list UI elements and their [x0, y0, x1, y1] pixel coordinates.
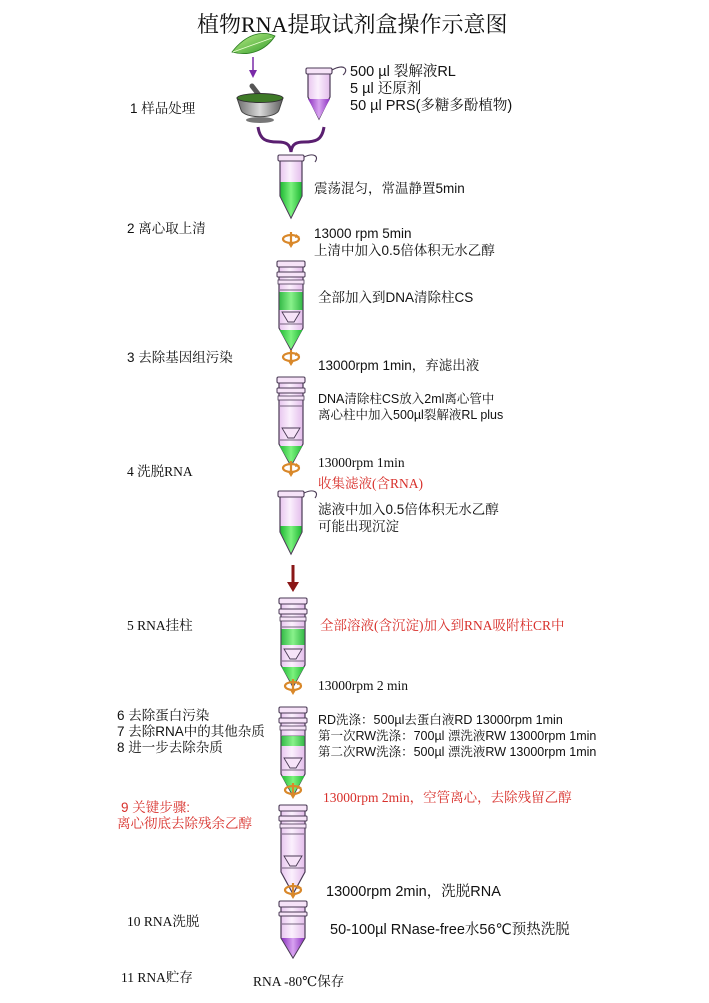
- step-11-label: 11 RNA贮存: [121, 970, 193, 985]
- spin-5-note: 13000rpm 2min，空管离心，去除残留乙醇: [323, 790, 572, 805]
- note-line: 第二次RW洗涤：500µl 漂洗液RW 13000rpm 1min: [318, 745, 597, 759]
- spin-6-note: 13000rpm 2min，洗脱RNA: [326, 884, 501, 900]
- brace-icon: [258, 127, 324, 152]
- note-line: DNA清除柱CS放入2ml离心管中: [318, 392, 495, 406]
- elute-note: 50-100µl RNase-free水56℃预热洗脱: [330, 922, 570, 938]
- rotation-arrow-icon: [285, 679, 302, 695]
- spin-2-note: 13000rpm 1min，弃滤出液: [318, 358, 480, 373]
- reagent-line: 5 µl 还原剂: [350, 81, 422, 97]
- ethanol-note: [318, 501, 499, 535]
- spin-column-icon: [279, 805, 307, 894]
- rotation-arrow-icon: [283, 350, 300, 366]
- page-title: 植物RNA提取试剂盒操作示意图: [197, 12, 508, 37]
- note-line: 滤液中加入0.5倍体积无水乙醇: [318, 502, 499, 517]
- cs-note: 全部加入到DNA清除柱CS: [318, 290, 474, 305]
- step-5-label: 5 RNA挂柱: [127, 618, 193, 633]
- transfer-note: [318, 391, 503, 423]
- step-1-label: 1 样品处理: [130, 101, 196, 116]
- reagents-note: [350, 64, 512, 115]
- step-10-label: 10 RNA洗脱: [127, 914, 200, 929]
- spin-3-note: 13000rpm 1min: [318, 455, 405, 470]
- step-8-label: 8 进一步去除杂质: [117, 740, 223, 755]
- spin-1-note: [314, 225, 495, 259]
- mortar-pestle-icon: [237, 86, 283, 123]
- step-4-label: 4 洗脱RNA: [127, 464, 193, 479]
- note-line: 13000 rpm 5min: [314, 226, 412, 241]
- load-note: 全部溶液(含沉淀)加入到RNA吸附柱CR中: [320, 618, 565, 633]
- rotation-arrow-icon: [283, 232, 300, 248]
- rotation-arrow-icon: [283, 461, 300, 477]
- note-line: RD洗涤：500µl去蛋白液RD 13000rpm 1min: [318, 713, 563, 727]
- spin-4-note: 13000rpm 2 min: [318, 678, 408, 693]
- rotation-arrow-icon: [285, 883, 302, 899]
- step-7-label: 7 去除RNA中的其他杂质: [117, 724, 265, 739]
- centrifuge-tube-icon: [306, 67, 346, 119]
- step-2-label: 2 离心取上清: [127, 221, 206, 236]
- step-9-label: 9 关键步骤:: [121, 800, 191, 815]
- note-line: 离心柱中加入500µl裂解液RL plus: [318, 408, 504, 422]
- down-arrow-icon: [287, 565, 299, 592]
- wash-note: [318, 712, 596, 760]
- step-3-label: 3 去除基因组污染: [127, 350, 233, 365]
- note-line: 可能出现沉淀: [318, 519, 399, 534]
- mix-note: 震荡混匀，常温静置5min: [314, 181, 465, 196]
- spin-column-icon: [279, 901, 307, 958]
- store-note: RNA -80℃保存: [253, 974, 345, 989]
- note-line: 上清中加入0.5倍体积无水乙醇: [314, 243, 495, 258]
- step-6-label: 6 去除蛋白污染: [117, 708, 210, 723]
- step-9-sublabel: 离心彻底去除残余乙醇: [117, 816, 252, 831]
- collect-note: 收集滤液(含RNA): [318, 476, 423, 491]
- note-line: 第一次RW洗涤：700µl 漂洗液RW 13000rpm 1min: [318, 729, 597, 743]
- centrifuge-tube-icon: [278, 491, 317, 554]
- reagent-line: 50 µl PRS(多糖多酚植物): [350, 98, 513, 114]
- reagent-line: 500 µl 裂解液RL: [350, 64, 456, 80]
